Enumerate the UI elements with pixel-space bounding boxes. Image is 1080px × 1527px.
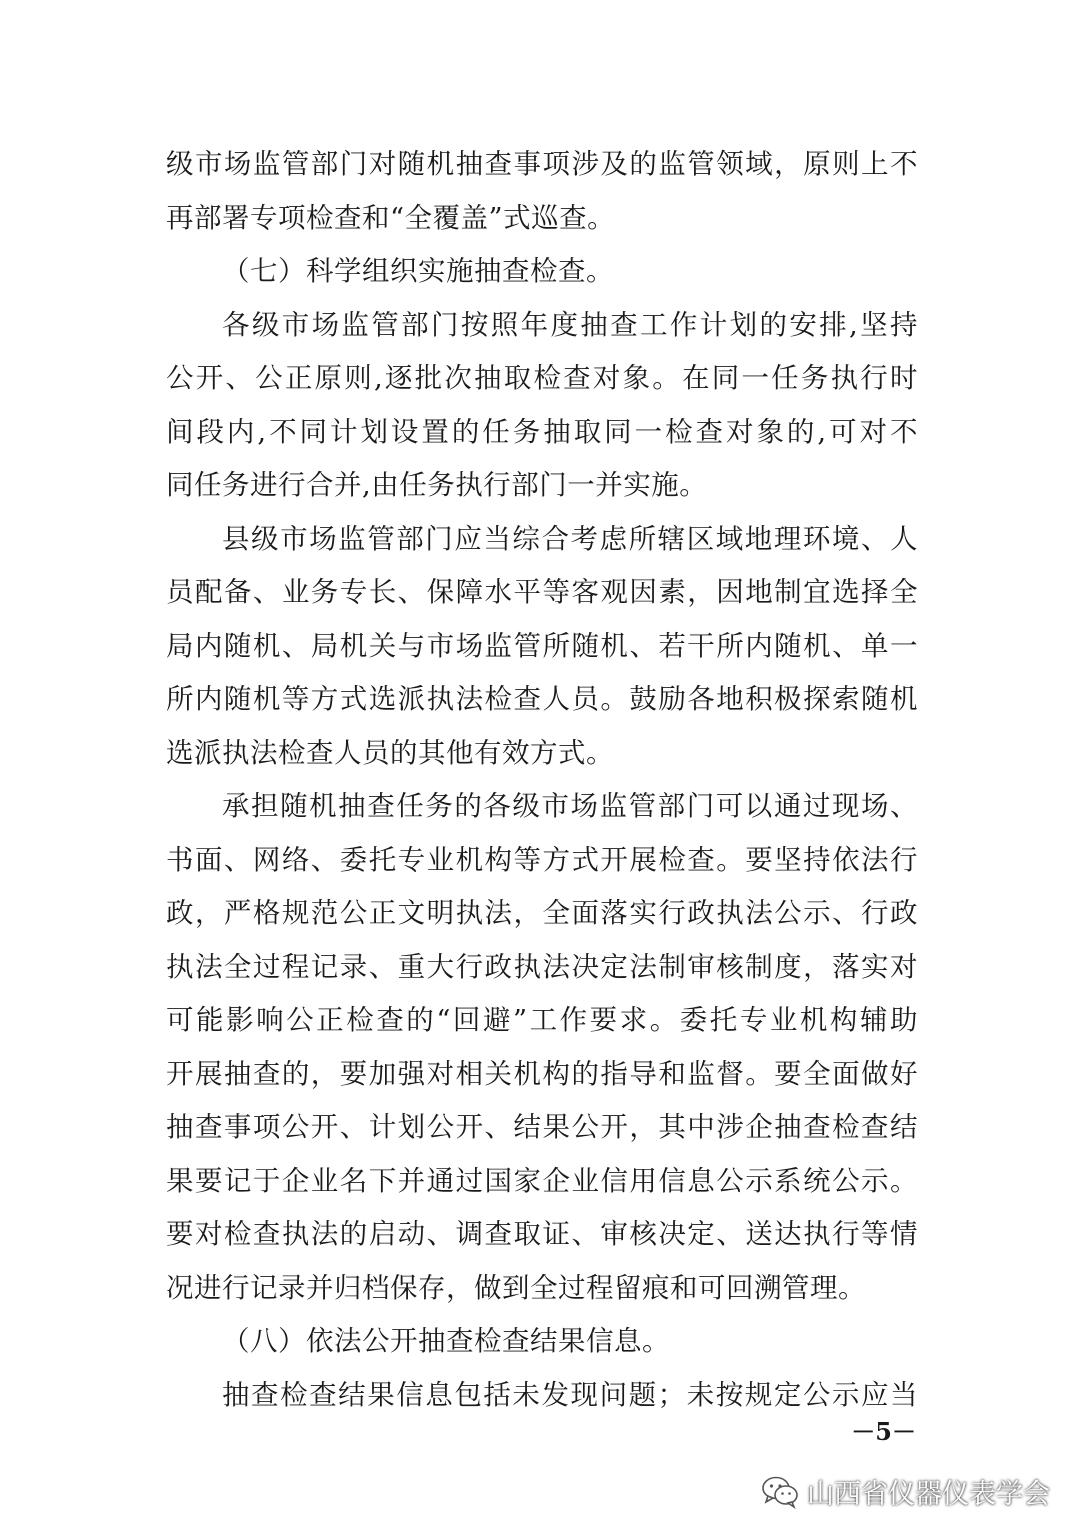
- text-line: 间段内,不同计划设置的任务抽取同一检查对象的,可对不: [166, 415, 918, 448]
- text-line: 政，严格规范公正文明执法，全面落实行政执法公示、行政: [166, 897, 918, 929]
- section-heading: （七）科学组织实施抽查检查。: [222, 255, 614, 287]
- text-line: 级市场监管部门对随机抽查事项涉及的监管领域，原则上不: [166, 148, 918, 180]
- text-line: 县级市场监管部门应当综合考虑所辖区域地理环境、人: [222, 522, 918, 555]
- text-line: 果要记于企业名下并通过国家企业信用信息公示系统公示。: [166, 1164, 918, 1197]
- text-line: 选派执法检查人员的其他有效方式。: [166, 736, 614, 769]
- text-line: 抽查事项公开、计划公开、结果公开，其中涉企抽查检查结: [166, 1111, 918, 1143]
- text-line: 执法全过程记录、重大行政执法决定法制审核制度，落实对: [166, 950, 918, 983]
- section-heading: （八）依法公开抽查检查结果信息。: [222, 1325, 670, 1357]
- wechat-icon: [761, 1475, 799, 1509]
- page-number: －5－: [851, 1417, 916, 1446]
- text-line: 可能影响公正检查的“回避”工作要求。委托专业机构辅助: [166, 1004, 918, 1036]
- text-line: 再部署专项检查和“全覆盖”式巡查。: [166, 201, 616, 234]
- text-line: 各级市场监管部门按照年度抽查工作计划的安排,坚持: [222, 308, 918, 341]
- text-line: 抽查检查结果信息包括未发现问题；未按规定公示应当: [222, 1378, 918, 1411]
- text-line: 开展抽查的，要加强对相关机构的指导和监督。要全面做好: [166, 1057, 918, 1090]
- text-line: 书面、网络、委托专业机构等方式开展检查。要坚持依法行: [166, 843, 918, 876]
- text-line: 承担随机抽查任务的各级市场监管部门可以通过现场、: [222, 790, 918, 822]
- watermark: [761, 1472, 1050, 1511]
- watermark-text: 山西省仪器仪表学会: [807, 1479, 1050, 1510]
- body-text: [166, 138, 918, 1422]
- text-line: 员配备、业务专长、保障水平等客观因素，因地制宜选择全: [166, 576, 918, 608]
- text-line: 公开、公正原则,逐批次抽取检查对象。在同一任务执行时: [166, 362, 918, 394]
- text-line: 所内随机等方式选派执法检查人员。鼓励各地积极探索随机: [166, 683, 918, 715]
- text-line: 局内随机、局机关与市场监管所随机、若干所内随机、单一: [166, 629, 918, 662]
- text-line: 况进行记录并归档保存，做到全过程留痕和可回溯管理。: [166, 1271, 866, 1304]
- text-line: 同任务进行合并,由任务执行部门一并实施。: [166, 469, 708, 501]
- text-line: 要对检查执法的启动、调查取证、审核决定、送达执行等情: [166, 1218, 918, 1250]
